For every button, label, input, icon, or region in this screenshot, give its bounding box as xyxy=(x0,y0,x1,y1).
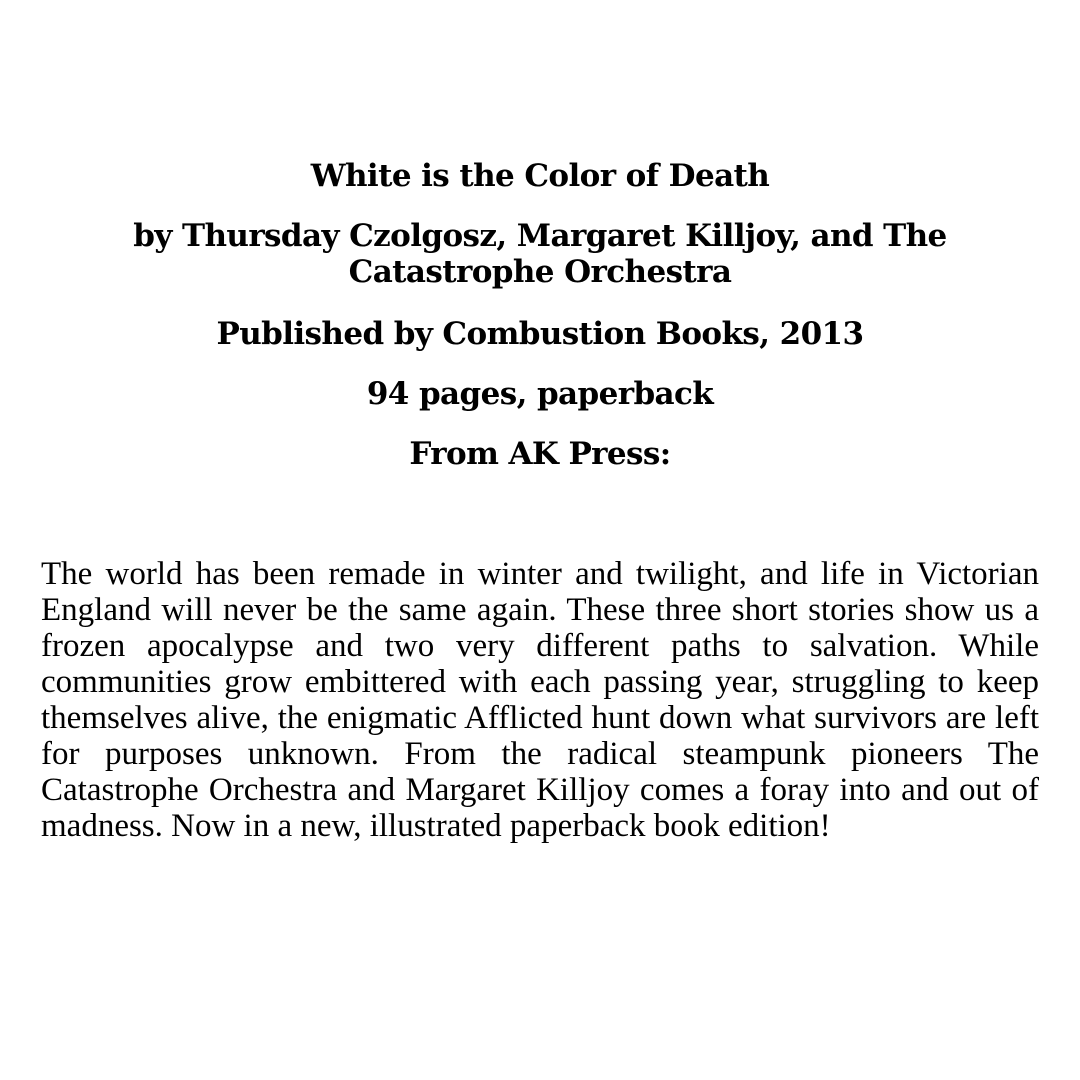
source-heading: From AK Press: xyxy=(409,436,671,472)
book-title: White is the Color of Death xyxy=(310,158,770,194)
book-authors: by Thursday Czolgosz, Margaret Killjoy, and The Catastrophe Orchestra xyxy=(133,218,947,290)
book-publisher: Published by Combustion Books, 2013 xyxy=(216,316,864,352)
book-format: 94 pages, paperback xyxy=(366,376,714,412)
book-info-header xyxy=(60,158,1020,496)
book-description: The world has been remade in winter and twilight, and life in Victorian England will never be the same again. These three short stories show us a frozen apocalypse and two very different paths to salvation. While communities grow embittered with each passing year, struggling to keep themselves alive, the enigmatic Afflicted hunt down what survivors are left for purposes unknown. From the radical steampunk pioneers The Catastrophe Orchestra and Margaret Killjoy comes a foray into and out of madness. Now in a new, illustrated paperback book edition! xyxy=(41,556,1039,844)
